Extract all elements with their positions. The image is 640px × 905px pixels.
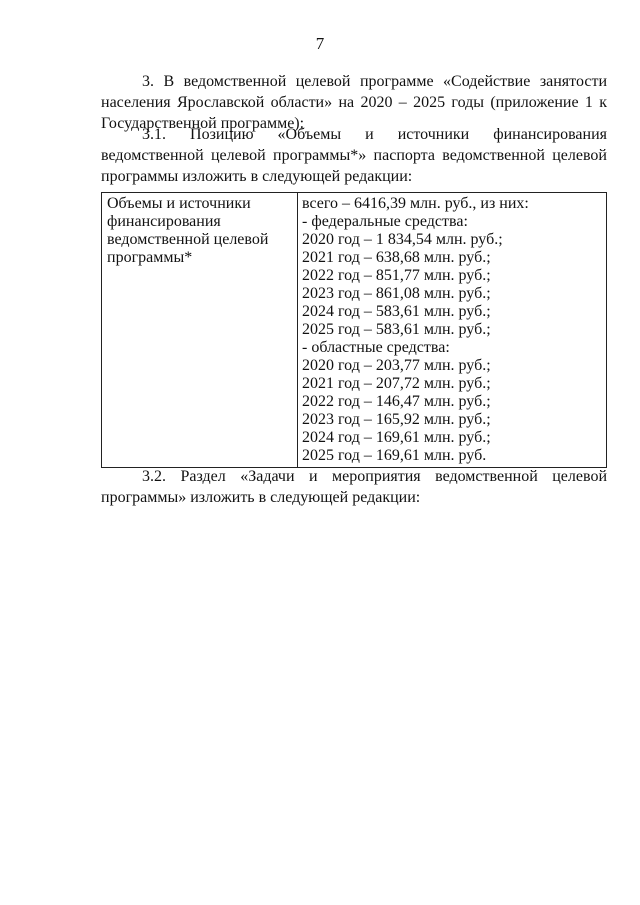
table-row [102, 193, 607, 468]
table-cell-values [298, 193, 607, 468]
label-line: программы* [107, 249, 193, 266]
value-line-regional-header: - областные средства: [302, 339, 450, 356]
value-line: 2023 год – 165,92 млн. руб.; [302, 411, 491, 428]
paragraph-3: 3. В ведомственной целевой программе «Содействие занятости населения Ярославской области» на 2020 – 2025 годы (приложение 1 к Государственной программе): [101, 73, 607, 132]
paragraph-3-2: 3.2. Раздел «Задачи и мероприятия ведомственной целевой программы» изложить в следующей редакции: [101, 468, 607, 506]
value-line: 2024 год – 583,61 млн. руб.; [302, 303, 491, 320]
label-line: финансирования [107, 213, 221, 230]
value-line: 2021 год – 638,68 млн. руб.; [302, 249, 491, 266]
value-line: 2025 год – 169,61 млн. руб. [302, 447, 487, 464]
financing-table [101, 192, 607, 468]
value-line: 2021 год – 207,72 млн. руб.; [302, 375, 491, 392]
value-line: 2024 год – 169,61 млн. руб.; [302, 429, 491, 446]
label-line: ведомственной целевой [107, 231, 269, 248]
value-line: 2020 год – 1 834,54 млн. руб.; [302, 231, 503, 248]
table-cell-label [102, 193, 298, 468]
value-line: 2022 год – 146,47 млн. руб.; [302, 393, 491, 410]
page-number: 7 [315, 34, 325, 53]
value-line-total: всего – 6416,39 млн. руб., из них: [302, 195, 529, 212]
value-line: 2023 год – 861,08 млн. руб.; [302, 285, 491, 302]
paragraph-3-1: 3.1. Позицию «Объемы и источники финансирования ведомственной целевой программы*» паспорта ведомственной целевой программы изложить в следующей редакции: [101, 126, 607, 185]
value-line-federal-header: - федеральные средства: [302, 213, 468, 230]
label-line: Объемы и источники [107, 195, 251, 212]
value-line: 2025 год – 583,61 млн. руб.; [302, 321, 491, 338]
value-line: 2022 год – 851,77 млн. руб.; [302, 267, 491, 284]
value-line: 2020 год – 203,77 млн. руб.; [302, 357, 491, 374]
